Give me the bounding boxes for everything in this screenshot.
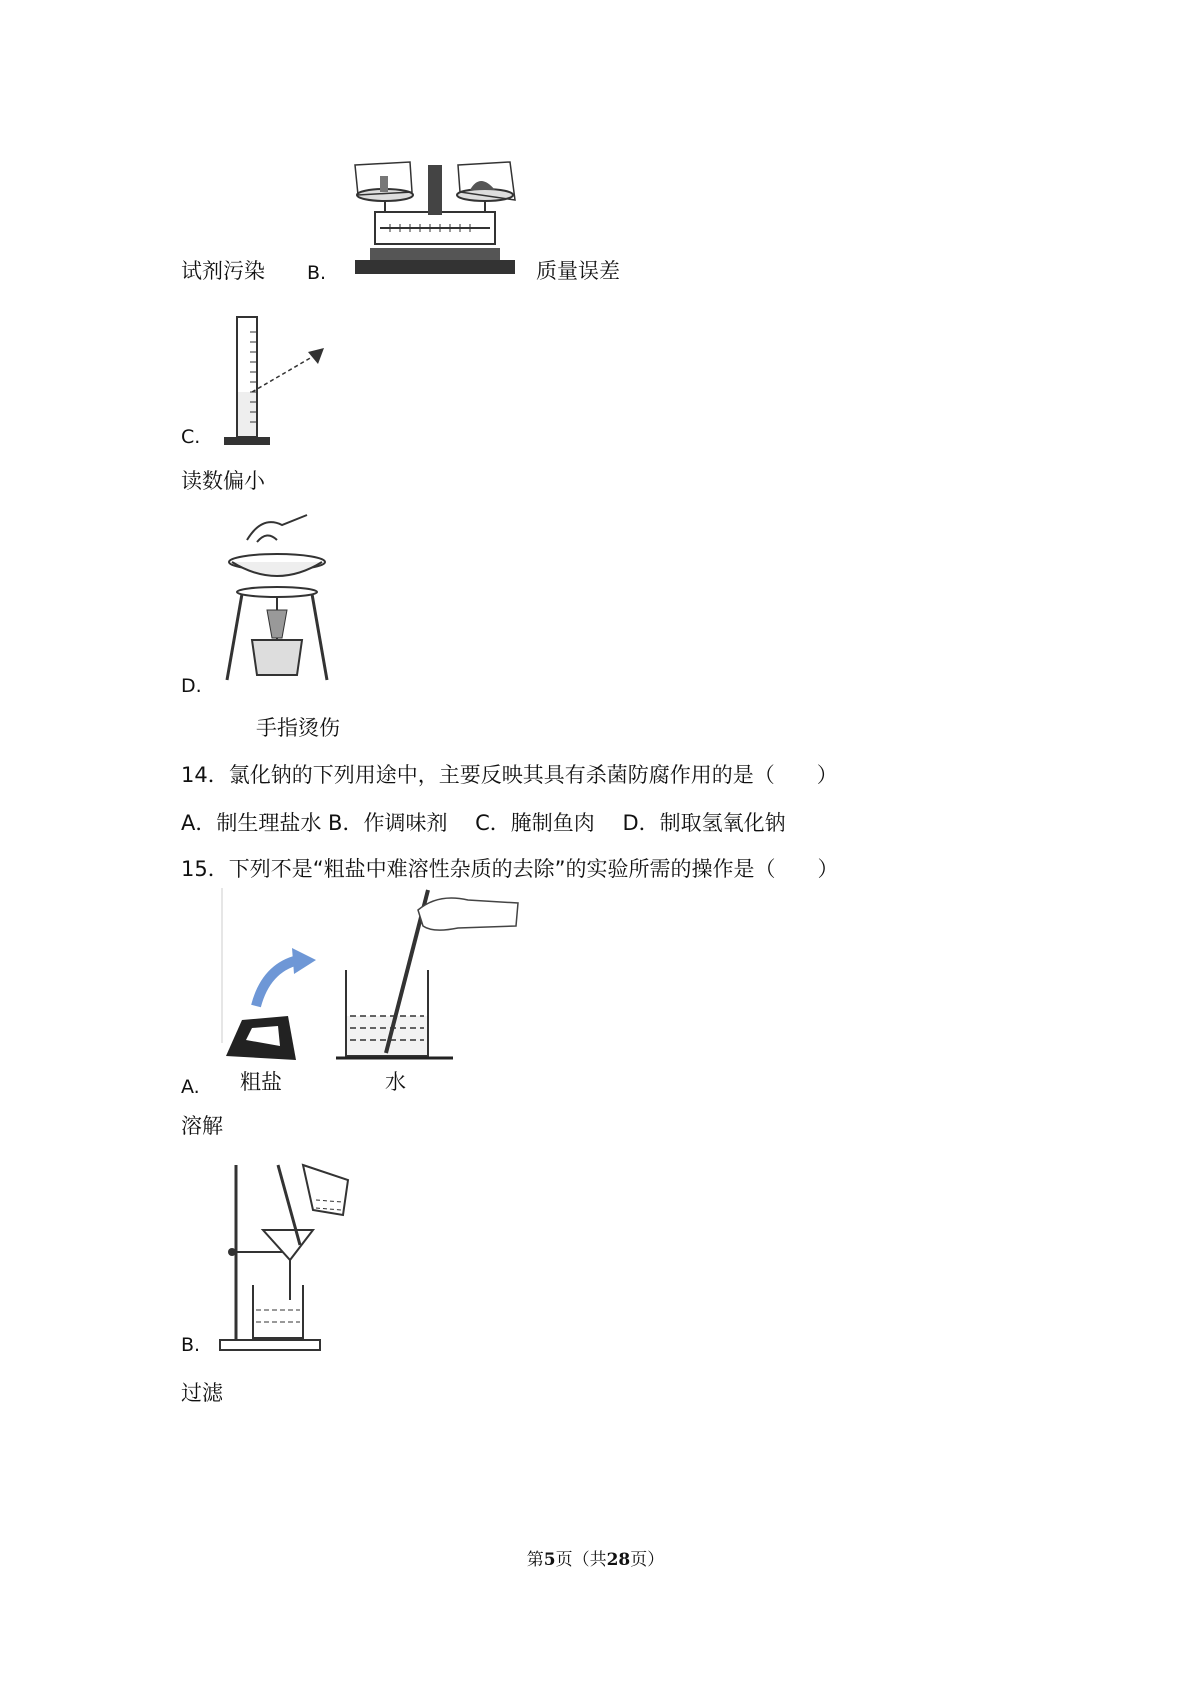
balance-figure — [350, 160, 520, 280]
footer-mid: 页（共 — [555, 1550, 607, 1570]
q15-stem: 15．下列不是“粗盐中难溶性杂质的去除”的实验所需的操作是（ ） — [181, 857, 839, 881]
q15-b-result: 过滤 — [181, 1381, 223, 1405]
evaporation-figure — [222, 510, 332, 685]
graduated-cylinder-figure — [222, 312, 332, 452]
q13-c-result: 读数偏小 — [181, 469, 265, 493]
q15-a-label: A. — [181, 1076, 200, 1098]
footer-page-number: 5 — [543, 1550, 556, 1570]
q14-stem: 14．氯化钠的下列用途中，主要反映其具有杀菌防腐作用的是（ ） — [181, 763, 838, 787]
footer-prefix: 第 — [526, 1550, 544, 1570]
q14-options: A．制生理盐水 B．作调味剂 C．腌制鱼肉 D．制取氢氧化钠 — [181, 811, 786, 835]
q15-b-label: B. — [181, 1334, 201, 1356]
q13-b-label: B. — [307, 262, 327, 284]
q13-b-result: 质量误差 — [536, 259, 620, 283]
q15-a-salt: 粗盐 — [240, 1070, 282, 1094]
filtration-figure — [218, 1160, 358, 1355]
footer-suffix: 页） — [630, 1550, 665, 1570]
q13-a-result: 试剂污染 — [181, 259, 265, 283]
q13-d-result: 手指烫伤 — [256, 716, 340, 740]
dissolve-figure — [218, 888, 528, 1073]
q13-d-label: D. — [181, 675, 202, 697]
footer-total-pages: 28 — [606, 1550, 631, 1570]
page-footer — [0, 1545, 1191, 1570]
q15-a-water: 水 — [385, 1070, 406, 1094]
q13-c-label: C. — [181, 426, 201, 448]
q15-a-result: 溶解 — [181, 1114, 223, 1138]
